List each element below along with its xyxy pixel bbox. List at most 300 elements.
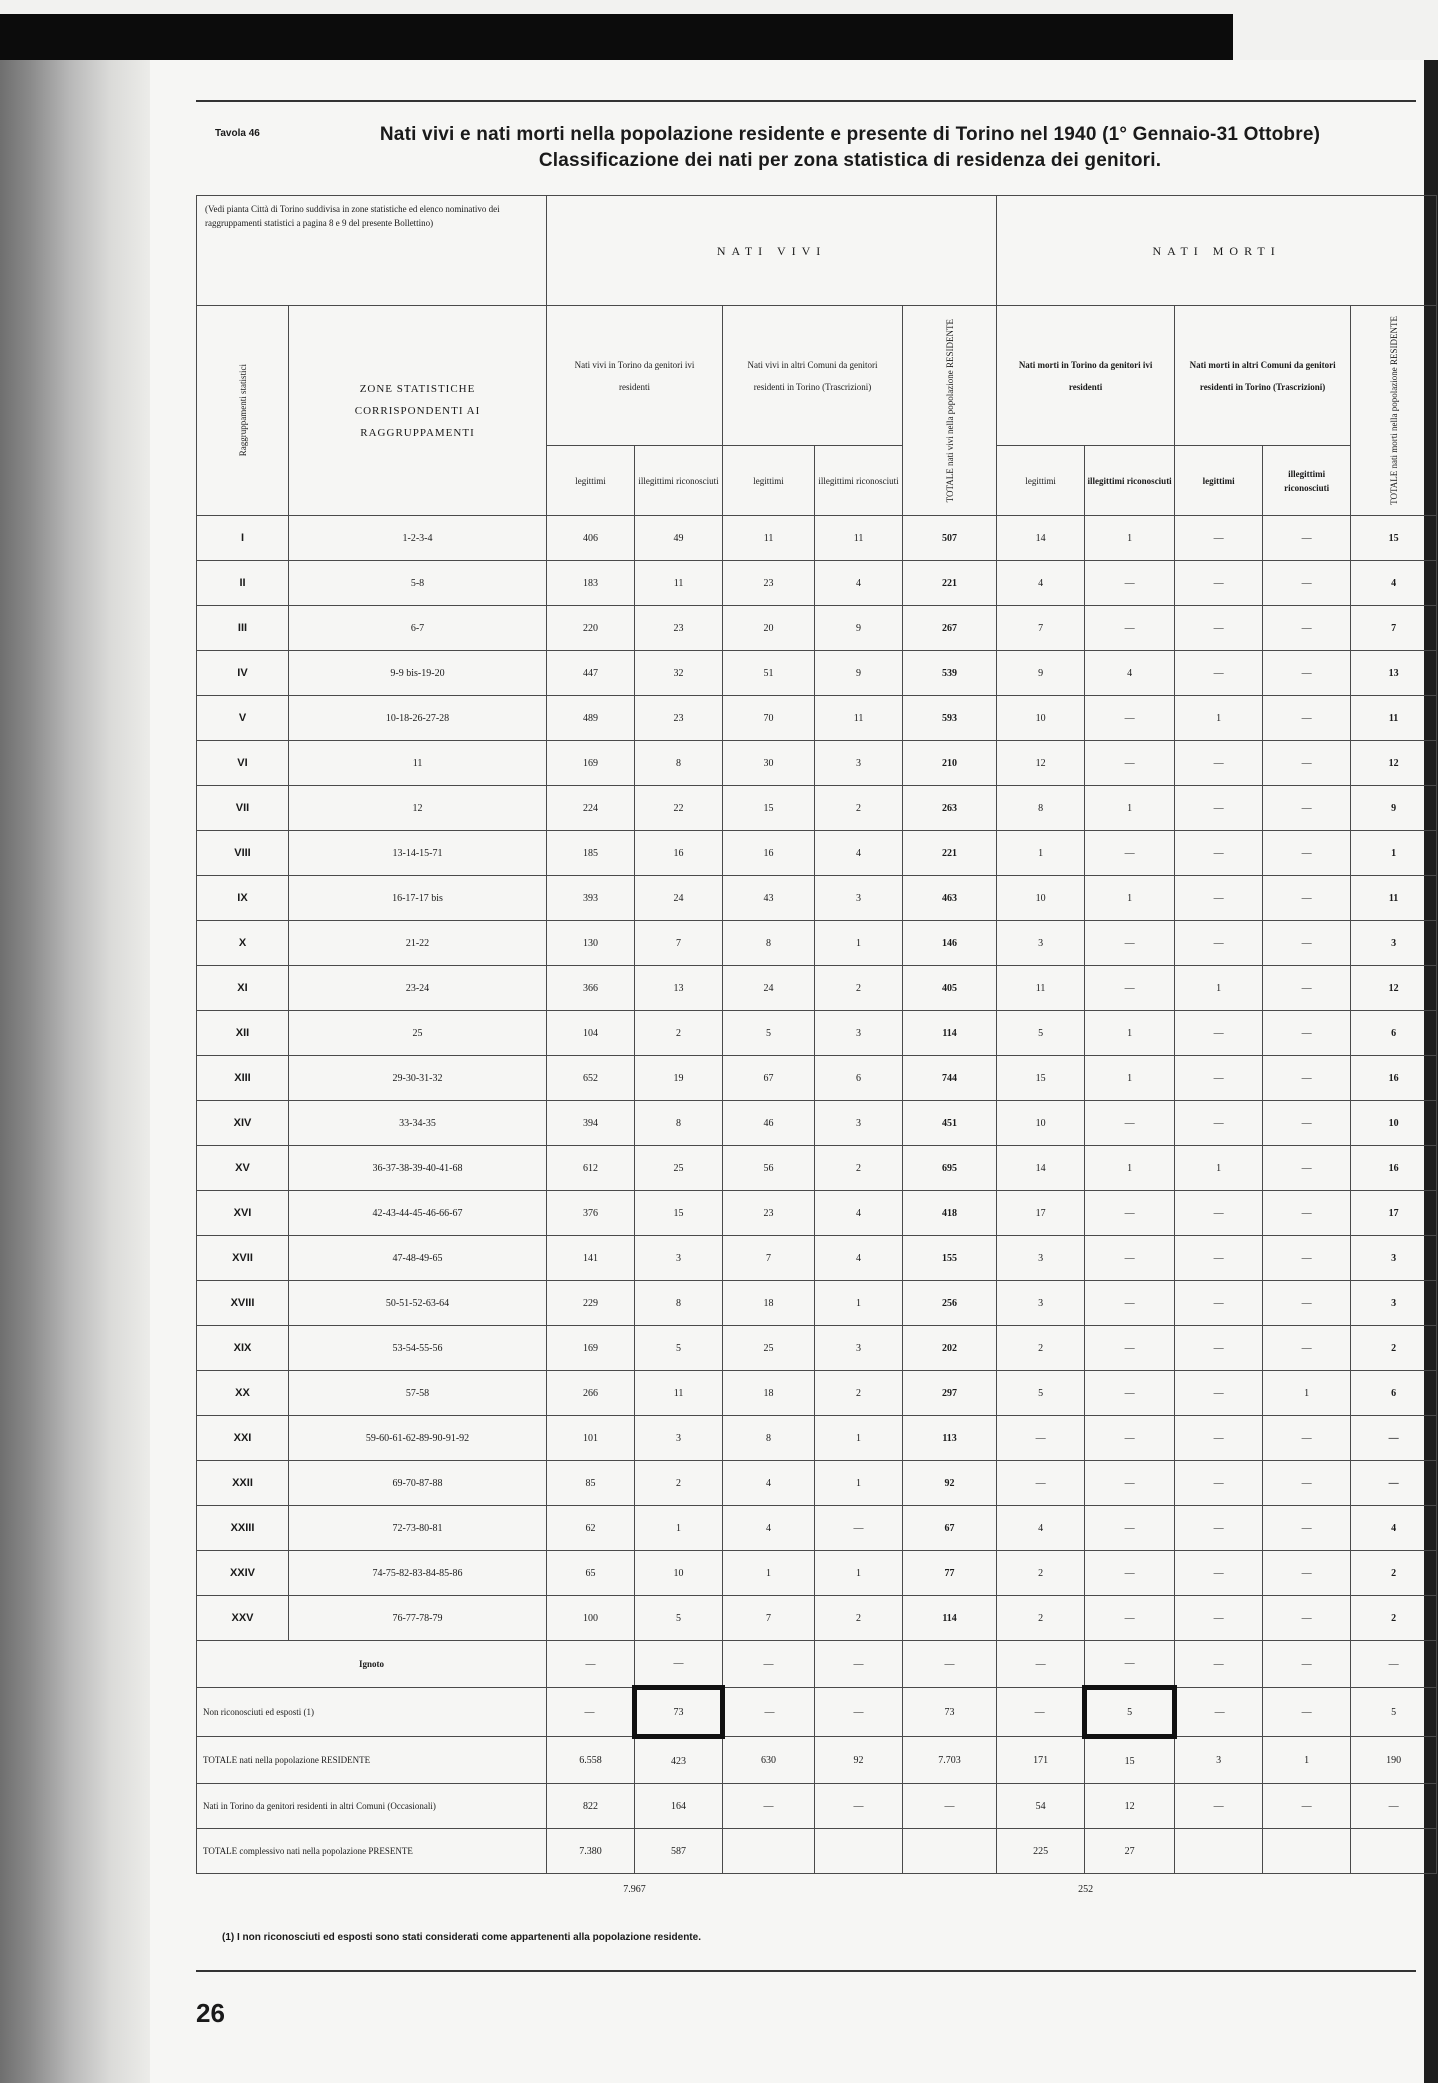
zone-cell: 33-34-35 [289, 1101, 547, 1146]
table-cell: — [903, 1641, 997, 1688]
table-cell: 221 [903, 561, 997, 606]
table-cell: — [1085, 1326, 1175, 1371]
header-vivi-torino: Nati vivi in Torino da genitori ivi residenti [547, 306, 723, 446]
table-cell: — [1175, 876, 1263, 921]
table-cell: 164 [635, 1784, 723, 1829]
table-cell: 11 [635, 1371, 723, 1416]
raggruppamento-cell: XX [197, 1371, 289, 1416]
table-cell: 6 [815, 1056, 903, 1101]
table-cell: — [1085, 1236, 1175, 1281]
table-cell: 7 [723, 1236, 815, 1281]
table-row [197, 966, 1437, 1011]
header-row-2 [197, 306, 1437, 446]
table-cell: 17 [997, 1191, 1085, 1236]
zone-cell: 1-2-3-4 [289, 516, 547, 561]
table-cell: — [635, 1641, 723, 1688]
table-cell: 4 [723, 1506, 815, 1551]
table-cell: — [1175, 1326, 1263, 1371]
header-nati-vivi: NATI VIVI [547, 196, 997, 306]
table-cell: — [1085, 921, 1175, 966]
totale-residente-label: TOTALE nati nella popolazione RESIDENTE [197, 1737, 547, 1784]
raggruppamento-cell: VIII [197, 831, 289, 876]
table-cell: 9 [997, 651, 1085, 696]
non-riconosciuti-label: Non riconosciuti ed esposti (1) [197, 1688, 547, 1737]
sum-morti-presente: 252 [1078, 1883, 1094, 1895]
table-cell: — [1175, 921, 1263, 966]
table-cell: — [1263, 1281, 1351, 1326]
table-cell: 2 [815, 1596, 903, 1641]
table-cell: — [1085, 1281, 1175, 1326]
table-cell: 2 [997, 1326, 1085, 1371]
table-cell: 4 [1351, 1506, 1437, 1551]
table-cell: 16 [723, 831, 815, 876]
table-cell: — [1351, 1784, 1437, 1829]
table-cell: — [1085, 1101, 1175, 1146]
scan-dark-strip [0, 14, 1233, 62]
table-cell: 3 [997, 1281, 1085, 1326]
table-cell: 1 [815, 1281, 903, 1326]
header-vivi-altri-illegittimi: illegittimi riconosciuti [815, 446, 903, 516]
raggruppamento-cell: III [197, 606, 289, 651]
table-cell: 7.703 [903, 1737, 997, 1784]
table-cell: 423 [635, 1737, 723, 1784]
table-cell: 5 [997, 1371, 1085, 1416]
table-row [197, 1596, 1437, 1641]
table-cell: 6.558 [547, 1737, 635, 1784]
table-row [197, 1236, 1437, 1281]
table-cell-highlighted: 73 [635, 1688, 723, 1737]
table-cell: — [1085, 696, 1175, 741]
table-cell: 5 [635, 1326, 723, 1371]
table-cell: 210 [903, 741, 997, 786]
table-row [197, 1191, 1437, 1236]
table-cell: 13 [635, 966, 723, 1011]
table-cell [1351, 1829, 1437, 1874]
table-cell: — [1263, 741, 1351, 786]
table-cell: 67 [723, 1056, 815, 1101]
table-cell: — [723, 1688, 815, 1737]
table-cell: 12 [1351, 741, 1437, 786]
table-cell: — [1175, 741, 1263, 786]
table-row [197, 561, 1437, 606]
table-cell: 463 [903, 876, 997, 921]
table-cell: 393 [547, 876, 635, 921]
raggruppamento-cell: XI [197, 966, 289, 1011]
header-note: (Vedi pianta Città di Torino suddivisa in zone statistiche ed elenco nominativo dei raggruppamenti statistici a pagina 8 e 9 del presente Bollettino) [197, 196, 547, 306]
non-riconosciuti-row [197, 1688, 1437, 1737]
table-cell: 11 [1351, 876, 1437, 921]
table-cell: 4 [1085, 651, 1175, 696]
table-row [197, 831, 1437, 876]
table-cell: — [997, 1461, 1085, 1506]
zone-cell: 47-48-49-65 [289, 1236, 547, 1281]
table-cell: — [815, 1641, 903, 1688]
table-cell: — [1085, 831, 1175, 876]
table-cell: — [1175, 1056, 1263, 1101]
table-row [197, 1416, 1437, 1461]
table-cell: — [997, 1641, 1085, 1688]
table-cell: 114 [903, 1011, 997, 1056]
zone-cell: 76-77-78-79 [289, 1596, 547, 1641]
raggruppamento-cell: V [197, 696, 289, 741]
table-number: Tavola 46 [215, 128, 260, 139]
table-cell: 15 [723, 786, 815, 831]
table-cell: 4 [723, 1461, 815, 1506]
zone-cell: 42-43-44-45-46-66-67 [289, 1191, 547, 1236]
table-cell: — [1085, 1551, 1175, 1596]
table-cell: — [1263, 1641, 1351, 1688]
table-cell: — [1175, 1416, 1263, 1461]
table-cell: 3 [815, 1101, 903, 1146]
table-cell: — [1085, 1191, 1175, 1236]
table-cell: — [1085, 561, 1175, 606]
table-cell: 2 [997, 1596, 1085, 1641]
table-cell: — [1085, 1461, 1175, 1506]
table-cell: — [1085, 966, 1175, 1011]
table-cell: — [1263, 1011, 1351, 1056]
table-cell: — [815, 1688, 903, 1737]
table-cell: 744 [903, 1056, 997, 1101]
header-totale-morti: TOTALE nati morti nella popolazione RESIDENTE [1351, 306, 1437, 516]
table-cell: 2 [997, 1551, 1085, 1596]
totale-presente-row [197, 1829, 1437, 1874]
header-morti-altri: Nati morti in altri Comuni da genitori residenti in Torino (Trascrizioni) [1175, 306, 1351, 446]
table-cell: 8 [723, 921, 815, 966]
table-cell: 12 [1351, 966, 1437, 1011]
table-cell: 2 [815, 786, 903, 831]
zone-cell: 5-8 [289, 561, 547, 606]
table-cell: 5 [635, 1596, 723, 1641]
table-row [197, 921, 1437, 966]
table-cell: 25 [723, 1326, 815, 1371]
table-row [197, 1326, 1437, 1371]
table-cell: 3 [815, 1326, 903, 1371]
table-cell: 190 [1351, 1737, 1437, 1784]
raggruppamento-cell: VII [197, 786, 289, 831]
raggruppamento-cell: XIII [197, 1056, 289, 1101]
raggruppamento-cell: XXI [197, 1416, 289, 1461]
table-cell: — [997, 1416, 1085, 1461]
table-row [197, 1506, 1437, 1551]
table-cell: 73 [903, 1688, 997, 1737]
table-cell: 1 [1085, 786, 1175, 831]
table-cell: 406 [547, 516, 635, 561]
table-cell: 15 [997, 1056, 1085, 1101]
table-cell: 366 [547, 966, 635, 1011]
table-cell: 11 [815, 516, 903, 561]
table-cell: — [1175, 1784, 1263, 1829]
zone-cell: 23-24 [289, 966, 547, 1011]
zone-cell: 21-22 [289, 921, 547, 966]
table-cell: 2 [815, 1371, 903, 1416]
raggruppamento-cell: XXIII [197, 1506, 289, 1551]
header-nati-morti: NATI MORTI [997, 196, 1437, 306]
table-cell: 25 [635, 1146, 723, 1191]
header-zone: ZONE STATISTICHE CORRISPONDENTI AI RAGGRUPPAMENTI [289, 306, 547, 516]
table-row [197, 1056, 1437, 1101]
table-cell: 49 [635, 516, 723, 561]
raggruppamento-cell: XIX [197, 1326, 289, 1371]
zone-cell: 9-9 bis-19-20 [289, 651, 547, 696]
totale-presente-sum-row [197, 1874, 1437, 1905]
table-cell: 77 [903, 1551, 997, 1596]
table-cell: — [1175, 561, 1263, 606]
table-row [197, 786, 1437, 831]
table-cell: 1 [1085, 1011, 1175, 1056]
table-cell: 23 [635, 606, 723, 651]
table-cell: — [1175, 1011, 1263, 1056]
table-cell: 113 [903, 1416, 997, 1461]
table-cell: 405 [903, 966, 997, 1011]
table-cell: 46 [723, 1101, 815, 1146]
table-row [197, 741, 1437, 786]
title-line-1: Nati vivi e nati morti nella popolazione residente e presente di Torino nel 1940 (1° Gennaio-31 Ottobre) [379, 124, 1321, 145]
table-cell: 10 [635, 1551, 723, 1596]
table-cell: — [1085, 1371, 1175, 1416]
table-cell: 447 [547, 651, 635, 696]
table-cell: 85 [547, 1461, 635, 1506]
table-cell: — [1263, 1551, 1351, 1596]
zone-cell: 13-14-15-71 [289, 831, 547, 876]
table-cell: 2 [635, 1011, 723, 1056]
table-cell: 1 [635, 1506, 723, 1551]
table-cell: — [1263, 786, 1351, 831]
raggruppamento-cell: XVII [197, 1236, 289, 1281]
table-cell: — [1085, 606, 1175, 651]
page-number: 26 [196, 1998, 225, 2028]
table-cell: — [1085, 741, 1175, 786]
table-cell: — [1263, 1506, 1351, 1551]
table-cell: 1 [815, 1551, 903, 1596]
zone-cell: 25 [289, 1011, 547, 1056]
table-cell: 56 [723, 1146, 815, 1191]
table-cell: — [1175, 1461, 1263, 1506]
occasionali-row [197, 1784, 1437, 1829]
table-cell: 12 [1085, 1784, 1175, 1829]
zone-cell: 53-54-55-56 [289, 1326, 547, 1371]
table-cell: — [1175, 1281, 1263, 1326]
zone-cell: 57-58 [289, 1371, 547, 1416]
table-cell: 54 [997, 1784, 1085, 1829]
table-cell: 15 [635, 1191, 723, 1236]
table-row [197, 1461, 1437, 1506]
table-cell: 15 [1351, 516, 1437, 561]
totale-residente-row [197, 1737, 1437, 1784]
table-cell: 1 [723, 1551, 815, 1596]
raggruppamento-cell: XII [197, 1011, 289, 1056]
table-cell: 43 [723, 876, 815, 921]
table-cell: 155 [903, 1236, 997, 1281]
table-cell: 4 [997, 1506, 1085, 1551]
table-row [197, 1371, 1437, 1416]
table-cell: 652 [547, 1056, 635, 1101]
totale-presente-label: TOTALE complessivo nati nella popolazione PRESENTE [197, 1829, 547, 1874]
table-cell: 11 [1351, 696, 1437, 741]
table-cell: 10 [997, 876, 1085, 921]
header-morti-torino: Nati morti in Torino da genitori ivi residenti [997, 306, 1175, 446]
table-cell: 6 [1351, 1371, 1437, 1416]
statistics-table [196, 195, 1437, 1904]
table-cell: 24 [723, 966, 815, 1011]
table-cell: — [1351, 1641, 1437, 1688]
ignoto-row [197, 1641, 1437, 1688]
table-cell: 3 [997, 921, 1085, 966]
table-cell: 221 [903, 831, 997, 876]
table-cell: 3 [815, 741, 903, 786]
table-cell: 19 [635, 1056, 723, 1101]
table-cell: — [1263, 1101, 1351, 1146]
table-cell: 11 [815, 696, 903, 741]
raggruppamento-cell: XIV [197, 1101, 289, 1146]
table-cell: 1 [1175, 696, 1263, 741]
zone-cell: 10-18-26-27-28 [289, 696, 547, 741]
table-cell: 104 [547, 1011, 635, 1056]
table-cell: 1 [815, 1461, 903, 1506]
table-cell: 92 [903, 1461, 997, 1506]
table-cell: 2 [1351, 1551, 1437, 1596]
table-cell: 2 [635, 1461, 723, 1506]
table-cell: 8 [635, 741, 723, 786]
table-cell: — [1175, 1596, 1263, 1641]
table-cell: — [1175, 1551, 1263, 1596]
table-cell: 6 [1351, 1011, 1437, 1056]
table-cell: 8 [635, 1281, 723, 1326]
zone-cell: 59-60-61-62-89-90-91-92 [289, 1416, 547, 1461]
table-cell: 418 [903, 1191, 997, 1236]
table-cell: 267 [903, 606, 997, 651]
table-cell: — [1263, 876, 1351, 921]
table-cell: 11 [635, 561, 723, 606]
table-cell: 23 [635, 696, 723, 741]
table-cell: 4 [815, 1236, 903, 1281]
scan-top-band [0, 0, 1438, 62]
table-cell: — [1263, 831, 1351, 876]
table-cell: 229 [547, 1281, 635, 1326]
raggruppamento-cell: XXII [197, 1461, 289, 1506]
table-cell: — [1175, 1371, 1263, 1416]
title-line-2: Classificazione dei nati per zona statistica di residenza dei genitori. [538, 150, 1162, 171]
table-cell: 16 [635, 831, 723, 876]
table-cell: 185 [547, 831, 635, 876]
table-cell [815, 1829, 903, 1874]
table-cell: 1 [1263, 1371, 1351, 1416]
table-cell: 224 [547, 786, 635, 831]
raggruppamento-cell: XV [197, 1146, 289, 1191]
table-cell: 612 [547, 1146, 635, 1191]
raggruppamento-cell: XXV [197, 1596, 289, 1641]
table-row [197, 876, 1437, 921]
raggruppamento-cell: X [197, 921, 289, 966]
table-cell: 202 [903, 1326, 997, 1371]
table-cell: 70 [723, 696, 815, 741]
occasionali-label: Nati in Torino da genitori residenti in altri Comuni (Occasionali) [197, 1784, 547, 1829]
header-vivi-altri: Nati vivi in altri Comuni da genitori residenti in Torino (Trascrizioni) [723, 306, 903, 446]
header-vivi-torino-illegittimi: illegittimi riconosciuti [635, 446, 723, 516]
table-cell: 507 [903, 516, 997, 561]
table-cell: 489 [547, 696, 635, 741]
table-cell: 14 [997, 1146, 1085, 1191]
table-cell: 1 [1351, 831, 1437, 876]
table-cell: — [1263, 921, 1351, 966]
table-cell: 7 [723, 1596, 815, 1641]
table-row [197, 606, 1437, 651]
table-cell: 297 [903, 1371, 997, 1416]
table-cell: 9 [1351, 786, 1437, 831]
table-cell: — [1263, 1461, 1351, 1506]
table-cell: 8 [635, 1101, 723, 1146]
table-cell: 169 [547, 741, 635, 786]
zone-cell: 16-17-17 bis [289, 876, 547, 921]
table-cell: 23 [723, 1191, 815, 1236]
table-cell: — [1263, 1146, 1351, 1191]
table-cell: — [1175, 606, 1263, 651]
table-cell: 9 [815, 606, 903, 651]
top-rule [196, 100, 1416, 102]
table-cell: 8 [723, 1416, 815, 1461]
table-cell: 10 [997, 696, 1085, 741]
table-cell: 3 [635, 1416, 723, 1461]
zone-cell: 36-37-38-39-40-41-68 [289, 1146, 547, 1191]
raggruppamento-cell: XVI [197, 1191, 289, 1236]
table-cell: 220 [547, 606, 635, 651]
table-cell: — [1263, 1236, 1351, 1281]
table-cell: 593 [903, 696, 997, 741]
table-cell: 822 [547, 1784, 635, 1829]
table-cell: 17 [1351, 1191, 1437, 1236]
table-cell [723, 1829, 815, 1874]
table-cell: 263 [903, 786, 997, 831]
table-cell: — [1175, 516, 1263, 561]
table-cell: — [1263, 1596, 1351, 1641]
table-cell: — [1263, 516, 1351, 561]
table-cell: 1 [1085, 1146, 1175, 1191]
table-cell: — [1175, 786, 1263, 831]
table-cell: 20 [723, 606, 815, 651]
table-cell: 3 [815, 1011, 903, 1056]
table-cell: — [1263, 1688, 1351, 1737]
table-cell: 8 [997, 786, 1085, 831]
ignoto-label: Ignoto [197, 1641, 547, 1688]
header-row-1 [197, 196, 1437, 306]
table-cell: — [1263, 561, 1351, 606]
header-morti-altri-legittimi: legittimi [1175, 446, 1263, 516]
table-cell: 32 [635, 651, 723, 696]
zone-cell: 11 [289, 741, 547, 786]
table-cell: 2 [1351, 1326, 1437, 1371]
table-cell: 10 [997, 1101, 1085, 1146]
table-cell: — [1263, 1191, 1351, 1236]
table-cell: — [1263, 966, 1351, 1011]
table-cell: — [1085, 1506, 1175, 1551]
table-cell: 3 [635, 1236, 723, 1281]
header-vivi-altri-legittimi: legittimi [723, 446, 815, 516]
table-cell: — [723, 1784, 815, 1829]
header-totale-vivi: TOTALE nati vivi nella popolazione RESIDENTE [903, 306, 997, 516]
table-cell: 2 [815, 966, 903, 1011]
raggruppamento-cell: I [197, 516, 289, 561]
bottom-rule [196, 1970, 1416, 1972]
table-row [197, 1551, 1437, 1596]
table-cell: — [1085, 1416, 1175, 1461]
table-cell: 9 [815, 651, 903, 696]
table-cell: — [547, 1688, 635, 1737]
table-cell: — [1175, 1506, 1263, 1551]
table-cell: 5 [723, 1011, 815, 1056]
table-cell: 7 [1351, 606, 1437, 651]
table-cell: 7.380 [547, 1829, 635, 1874]
table-cell: 1 [997, 831, 1085, 876]
table-cell: 15 [1085, 1737, 1175, 1784]
